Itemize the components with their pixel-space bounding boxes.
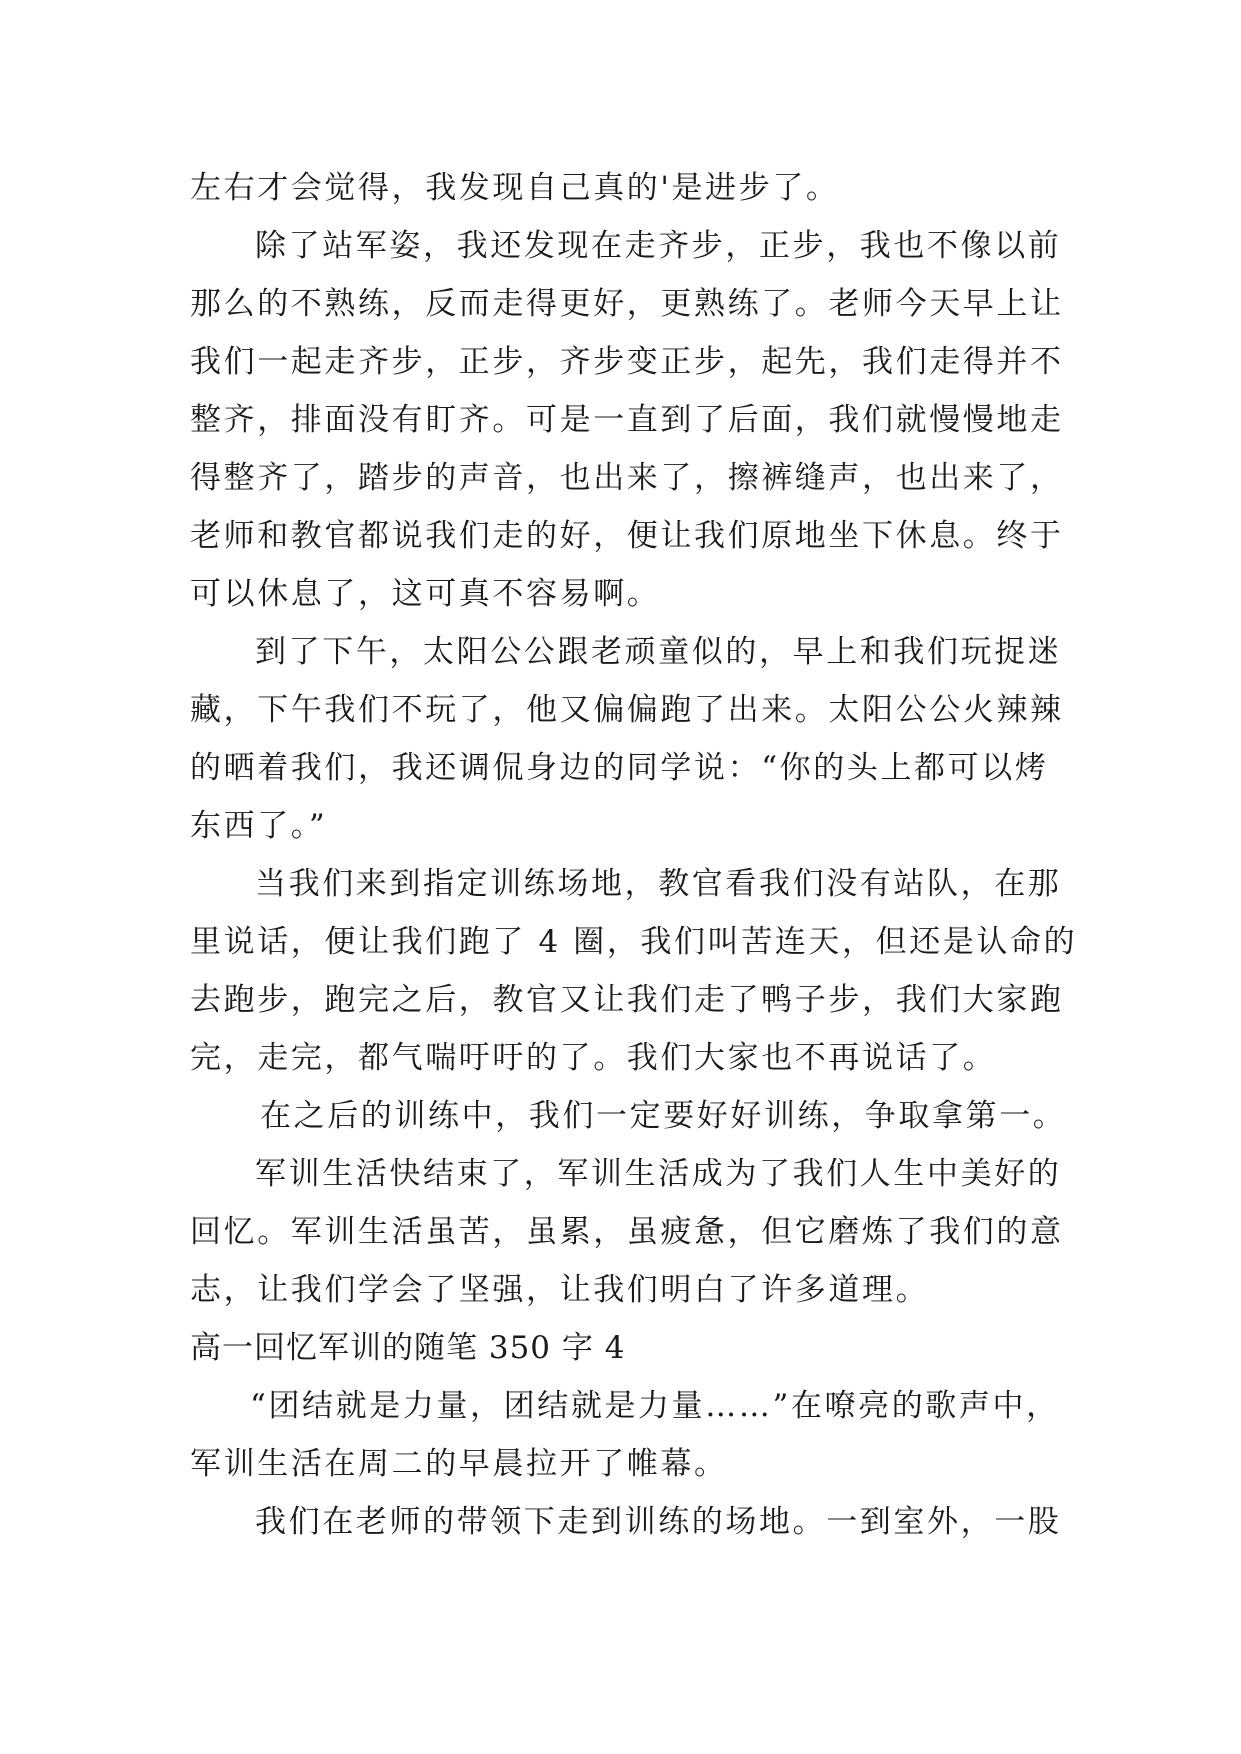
text-line: 完，走完，都气喘吁吁的了。我们大家也不再说话了。 bbox=[190, 1040, 997, 1076]
section-heading: 高一回忆军训的随笔 350 字 4 bbox=[190, 1330, 626, 1366]
paragraph-line: 除了站军姿，我还发现在走齐步，正步，我也不像以前 bbox=[255, 228, 1062, 264]
text-line: 回忆。军训生活虽苦，虽累，虽疲惫，但它磨炼了我们的意 bbox=[190, 1214, 1064, 1250]
text-line: 可以休息了，这可真不容易啊。 bbox=[190, 576, 661, 612]
paragraph-line: 到了下午，太阳公公跟老顽童似的，早上和我们玩捉迷 bbox=[255, 634, 1062, 670]
text-line: 那么的不熟练，反而走得更好，更熟练了。老师今天早上让 bbox=[190, 286, 1064, 322]
text-line: 里说话，便让我们跑了 4 圈，我们叫苦连天，但还是认命的 bbox=[190, 924, 1078, 960]
text-line: 得整齐了，踏步的声音，也出来了，擦裤缝声，也出来了， bbox=[190, 460, 1064, 496]
paragraph-line: 当我们来到指定训练场地，教官看我们没有站队，在那 bbox=[255, 866, 1062, 902]
text-line: 志，让我们学会了坚强，让我们明白了许多道理。 bbox=[190, 1272, 930, 1308]
text-line: 整齐，排面没有盯齐。可是一直到了后面，我们就慢慢地走 bbox=[190, 402, 1064, 438]
text-line: 我们一起走齐步，正步，齐步变正步，起先，我们走得并不 bbox=[190, 344, 1064, 380]
paragraph-line: 军训生活快结束了，军训生活成为了我们人生中美好的 bbox=[255, 1156, 1062, 1192]
text-line: 去跑步，跑完之后，教官又让我们走了鸭子步，我们大家跑 bbox=[190, 982, 1064, 1018]
paragraph-line: 我们在老师的带领下走到训练的场地。一到室外，一股 bbox=[255, 1504, 1062, 1540]
text-line: 藏，下午我们不玩了，他又偏偏跑了出来。太阳公公火辣辣 bbox=[190, 692, 1064, 728]
text-line: 老师和教官都说我们走的好，便让我们原地坐下休息。终于 bbox=[190, 518, 1064, 554]
text-line: 东西了。” bbox=[190, 808, 328, 844]
text-line: 的晒着我们，我还调侃身边的同学说：“你的头上都可以烤 bbox=[190, 750, 1049, 786]
paragraph-line: “团结就是力量，团结就是力量……”在嘹亮的歌声中， bbox=[250, 1388, 1060, 1424]
text-line: 军训生活在周二的早晨拉开了帷幕。 bbox=[190, 1446, 728, 1482]
text-line: 左右才会觉得，我发现自己真的'是进步了。 bbox=[190, 170, 840, 206]
paragraph-line: 在之后的训练中，我们一定要好好训练，争取拿第一。 bbox=[260, 1098, 1067, 1134]
